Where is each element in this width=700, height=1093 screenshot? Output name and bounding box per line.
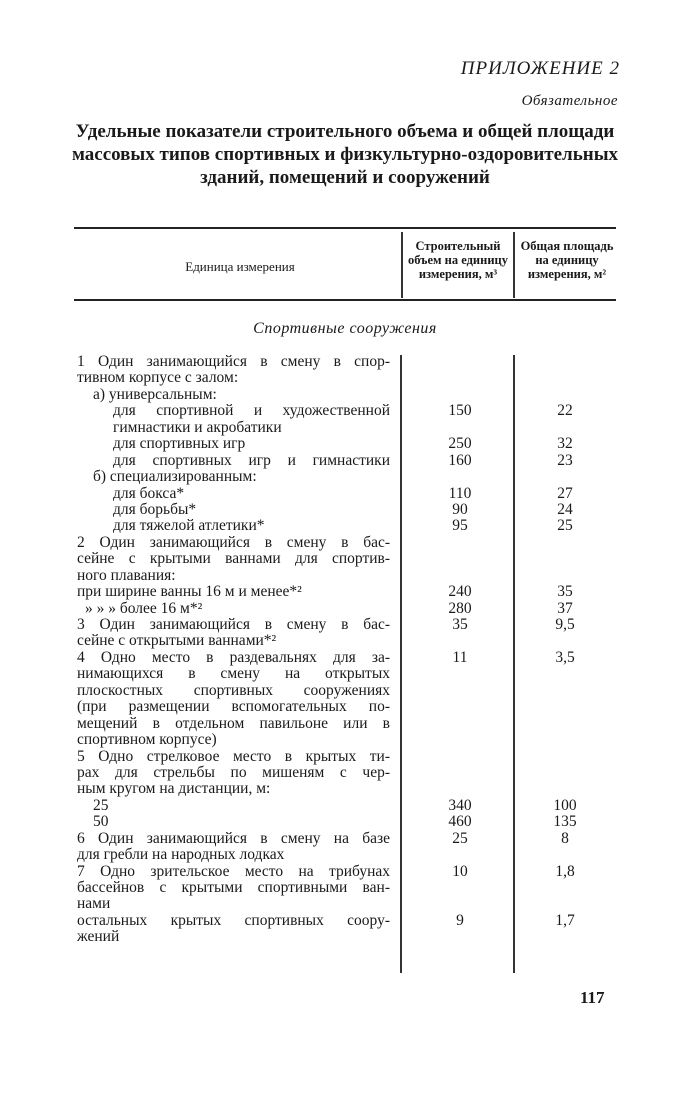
row-description: 4 Одно место в раздевальнях для за- <box>77 649 390 666</box>
table-row <box>77 403 617 419</box>
column-header-unit: Единица измерения <box>185 259 295 274</box>
table-row <box>77 716 617 732</box>
area-value: 135 <box>553 813 577 831</box>
row-description: плоскостных спортивных сооружениях <box>77 682 390 699</box>
row-description: для спортивных игр и гимнастики <box>113 452 390 469</box>
area-value: 8 <box>561 829 569 847</box>
table-row <box>77 370 617 386</box>
row-description: тивном корпусе с залом: <box>77 370 239 387</box>
table-row <box>77 584 617 600</box>
area-value: 22 <box>557 402 573 420</box>
table-body <box>77 354 617 946</box>
row-description: 50 <box>93 814 109 831</box>
table-row <box>77 354 617 370</box>
volume-value: 150 <box>448 402 472 420</box>
table-row <box>77 749 617 765</box>
row-description: бассейнов с крытыми спортивными ван- <box>77 880 390 896</box>
area-value: 100 <box>553 796 577 814</box>
table-row <box>77 831 617 847</box>
table-row <box>77 535 617 551</box>
row-description: для тяжелой атлетики* <box>113 518 265 535</box>
table-row <box>77 732 617 748</box>
table-row <box>77 929 617 945</box>
area-value: 32 <box>557 435 573 453</box>
row-description: (при размещении вспомогательных по- <box>77 699 390 716</box>
table-row <box>77 502 617 518</box>
area-value: 24 <box>557 500 573 518</box>
table-row <box>77 453 617 469</box>
page-title: Удельные показатели строительного объема и общей площади массовых типов спортивных и физкультурно-оздоровительных зданий, помещений и сооружений <box>71 121 619 188</box>
table-row <box>77 486 617 502</box>
table-row <box>77 765 617 781</box>
row-description: сейне с крытыми ваннами для спортив- <box>77 551 390 568</box>
header-divider <box>401 232 403 298</box>
volume-value: 340 <box>448 796 472 814</box>
table-row <box>77 617 617 633</box>
column-header-area: Общая площадь на единицу измерения, м² <box>520 239 614 281</box>
row-description: для борьбы* <box>113 501 197 518</box>
row-description: » » » более 16 м*² <box>85 600 203 617</box>
volume-value: 11 <box>452 648 468 666</box>
row-description: мещений в отдельном павильоне или в <box>77 715 390 732</box>
table-row <box>77 469 617 485</box>
row-description: 7 Одно зрительское место на трибунах <box>77 863 390 880</box>
table-top-rule <box>74 227 616 229</box>
section-heading: Спортивные сооружения <box>253 320 437 337</box>
table-row <box>77 847 617 863</box>
area-value: 37 <box>557 599 573 617</box>
table-row <box>77 683 617 699</box>
header-divider <box>513 232 515 298</box>
table-row <box>77 633 617 649</box>
volume-value: 90 <box>452 500 468 518</box>
table-row <box>77 798 617 814</box>
volume-value: 95 <box>452 517 468 535</box>
area-value: 27 <box>557 484 573 502</box>
table-row <box>77 650 617 666</box>
row-description: жений <box>77 929 120 946</box>
row-description: б) специализированным: <box>93 469 257 486</box>
row-description: рах для стрельбы по мишеням с чер- <box>77 764 390 781</box>
mandatory-label: Обязательное <box>521 93 618 109</box>
volume-value: 110 <box>448 484 472 502</box>
column-header-volume: Строительный объем на единицу измерения, м³ <box>407 239 508 281</box>
volume-value: 35 <box>452 616 468 633</box>
area-value: 23 <box>557 451 573 469</box>
row-description: при ширине ванны 16 м и менее*² <box>77 584 302 601</box>
volume-value: 25 <box>452 829 468 847</box>
volume-value: 160 <box>448 451 472 469</box>
row-description: 2 Один занимающийся в смену в бас- <box>77 534 390 551</box>
table-row <box>77 601 617 617</box>
row-description: нимающихся в смену на открытых <box>77 666 390 683</box>
row-description: гимнастики и акробатики <box>113 419 282 436</box>
table-row <box>77 896 617 912</box>
row-description: 1 Один занимающийся в смену в спор- <box>77 354 390 370</box>
row-description: а) универсальным: <box>93 386 217 403</box>
row-description: для бокса* <box>113 485 185 502</box>
page-number: 117 <box>580 988 605 1007</box>
row-description: для спортивных игр <box>113 436 246 453</box>
table-row <box>77 880 617 896</box>
volume-value: 280 <box>448 599 472 617</box>
table-row <box>77 781 617 797</box>
appendix-label: ПРИЛОЖЕНИЕ 2 <box>460 58 620 79</box>
table-row <box>77 814 617 830</box>
row-description: ным кругом на дистанции, м: <box>77 781 271 798</box>
area-value: 1,8 <box>555 862 575 880</box>
table-row <box>77 699 617 715</box>
table-row <box>77 518 617 534</box>
table-row <box>77 864 617 880</box>
row-description: нами <box>77 896 111 913</box>
table-row <box>77 420 617 436</box>
volume-value: 10 <box>452 862 468 880</box>
row-description: 6 Один занимающийся в смену на базе <box>77 830 390 847</box>
area-value: 1,7 <box>555 911 575 929</box>
row-description: для спортивной и художественной <box>113 403 390 420</box>
volume-value: 9 <box>456 911 464 929</box>
table-row <box>77 387 617 403</box>
area-value: 25 <box>557 517 573 535</box>
table-row <box>77 913 617 929</box>
volume-value: 460 <box>448 813 472 831</box>
table-row <box>77 551 617 567</box>
volume-value: 240 <box>448 583 472 601</box>
row-description: остальных крытых спортивных соору- <box>77 912 390 929</box>
volume-value: 250 <box>448 435 472 453</box>
table-row <box>77 568 617 584</box>
table-header-bottom-rule <box>74 299 616 301</box>
area-value: 35 <box>557 583 573 601</box>
row-description: 5 Одно стрелковое место в крытых ти- <box>77 748 390 765</box>
row-description: для гребли на народных лодках <box>77 847 285 864</box>
area-value: 9,5 <box>555 616 575 633</box>
row-description: ного плавания: <box>77 567 176 584</box>
table-row <box>77 436 617 452</box>
row-description: сейне с открытыми ваннами*² <box>77 633 277 650</box>
row-description: 3 Один занимающийся в смену в бас- <box>77 617 390 633</box>
area-value: 3,5 <box>555 648 575 666</box>
row-description: спортивном корпусе) <box>77 732 217 749</box>
table-row <box>77 666 617 682</box>
row-description: 25 <box>93 797 109 814</box>
